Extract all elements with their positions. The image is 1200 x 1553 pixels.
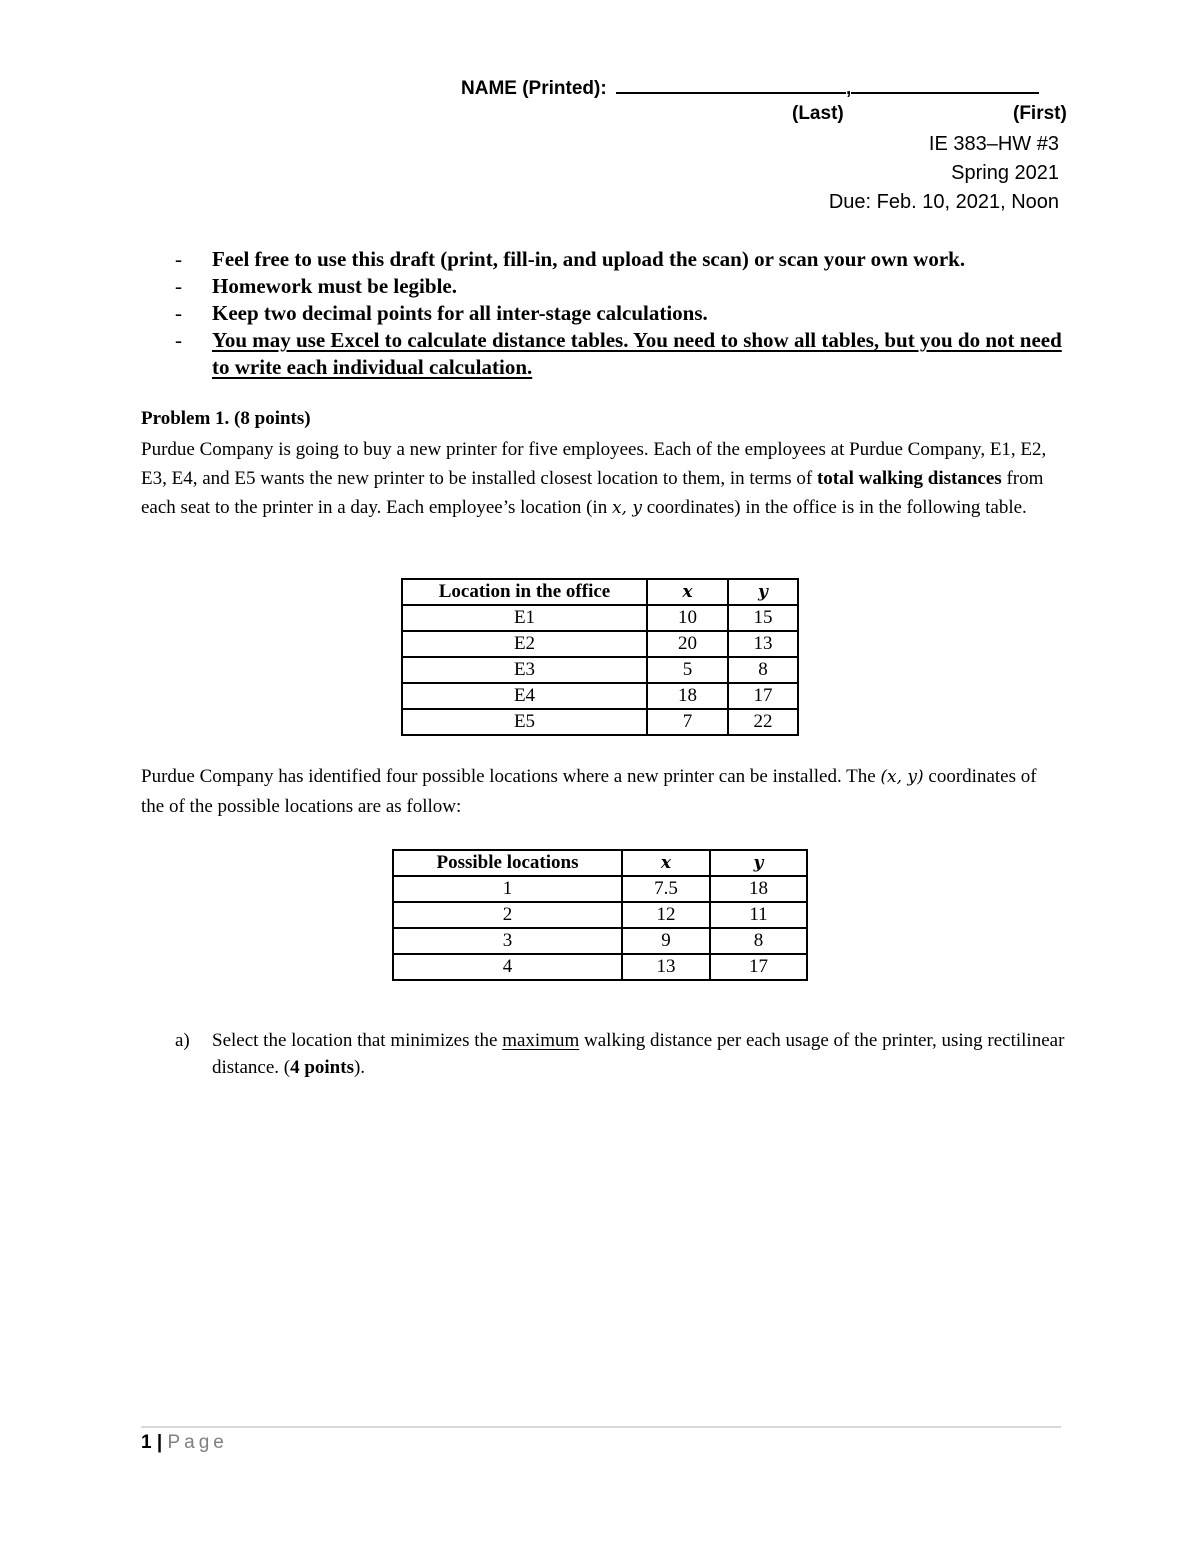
first-name-blank[interactable] xyxy=(851,74,1039,94)
question-text-3: ). xyxy=(353,1057,366,1078)
table-cell: 18 xyxy=(710,876,807,902)
table-cell: 17 xyxy=(728,683,798,709)
instruction-text: Feel free to use this draft (print, fill-in, and upload the scan) or scan your own work. xyxy=(212,247,966,271)
instruction-item xyxy=(175,246,1075,273)
employee-location-table xyxy=(401,578,799,736)
problem-paragraph-1 xyxy=(141,435,1061,523)
para2-text-a: Purdue Company has identified four possible locations where a new printer can be installed. The xyxy=(141,766,881,787)
instruction-item xyxy=(175,327,1075,381)
table-cell: 9 xyxy=(622,928,710,954)
column-header: y xyxy=(728,579,798,605)
table-cell: 22 xyxy=(728,709,798,735)
table-row xyxy=(393,902,807,928)
term: Spring 2021 xyxy=(951,162,1059,184)
table-cell: 8 xyxy=(710,928,807,954)
para2-math: (x, y) xyxy=(880,767,924,787)
column-header: x xyxy=(647,579,728,605)
footer-separator: | xyxy=(156,1432,163,1453)
question-label: a) xyxy=(175,1030,190,1051)
problem-title: Problem 1. (8 points) xyxy=(141,408,311,429)
page-footer xyxy=(141,1432,228,1454)
table-row xyxy=(402,657,798,683)
instruction-item xyxy=(175,300,1075,327)
table-cell: 13 xyxy=(728,631,798,657)
table-row xyxy=(393,876,807,902)
table-cell: E3 xyxy=(402,657,647,683)
table-cell: 1 xyxy=(393,876,622,902)
instruction-item xyxy=(175,273,1075,300)
bullet-dash: - xyxy=(175,328,182,352)
para2-text-b: coordinates of the of the possible locations are as follow: xyxy=(141,766,1037,817)
para1-text-c: coordinates) in the office is in the following table. xyxy=(641,497,1027,518)
table-cell: 3 xyxy=(393,928,622,954)
question-underlined: maximum xyxy=(502,1030,580,1051)
question-text-1: Select the location that minimizes the xyxy=(212,1030,503,1051)
para1-math: x, y xyxy=(611,498,642,518)
page-word: Page xyxy=(167,1432,228,1453)
table-header-row xyxy=(402,579,798,605)
table-header-row xyxy=(393,850,807,876)
first-label: (First) xyxy=(1013,103,1067,124)
table-cell: 20 xyxy=(647,631,728,657)
question-points: 4 points xyxy=(290,1057,354,1078)
table-cell: 4 xyxy=(393,954,622,980)
bullet-dash: - xyxy=(175,274,182,298)
table-row xyxy=(402,709,798,735)
table-row xyxy=(402,683,798,709)
instruction-text: Homework must be legible. xyxy=(212,274,457,298)
table-row xyxy=(393,954,807,980)
column-header: x xyxy=(622,850,710,876)
column-header: Possible locations xyxy=(393,850,622,876)
table-cell: 2 xyxy=(393,902,622,928)
instruction-list xyxy=(175,246,1075,381)
table-row xyxy=(402,631,798,657)
course-info xyxy=(829,130,1059,217)
table-cell: E1 xyxy=(402,605,647,631)
table-cell: 8 xyxy=(728,657,798,683)
table-cell: 15 xyxy=(728,605,798,631)
table-row xyxy=(402,605,798,631)
table-cell: 13 xyxy=(622,954,710,980)
footer-divider xyxy=(141,1426,1061,1428)
last-name-blank[interactable] xyxy=(616,74,846,94)
bullet-dash: - xyxy=(175,247,182,271)
column-header: Location in the office xyxy=(402,579,647,605)
para1-bold: total walking distances xyxy=(816,468,1002,489)
para1-text-a: Purdue Company is going to buy a new printer for five employees. Each of the employees at Purdue Company, E1, E2, E3, E4, and E5 wants the new printer to be installed closest location to them, in terms of xyxy=(141,439,1047,489)
table-cell: E5 xyxy=(402,709,647,735)
table-cell: 12 xyxy=(622,902,710,928)
question-text-2: walking distance per each usage of the printer, using rectilinear distance. ( xyxy=(212,1030,1065,1078)
table-cell: 7 xyxy=(647,709,728,735)
column-header: y xyxy=(710,850,807,876)
name-comma: , xyxy=(845,78,852,99)
bullet-dash: - xyxy=(175,301,182,325)
table-cell: 10 xyxy=(647,605,728,631)
instruction-text: Keep two decimal points for all inter-stage calculations. xyxy=(212,301,708,325)
table-cell: E2 xyxy=(402,631,647,657)
table-cell: 7.5 xyxy=(622,876,710,902)
name-line xyxy=(461,74,1039,100)
page-number: 1 xyxy=(141,1432,152,1453)
course-title: IE 383–HW #3 xyxy=(928,133,1059,155)
table-cell: 18 xyxy=(647,683,728,709)
possible-locations-table xyxy=(392,849,808,981)
last-label: (Last) xyxy=(792,103,844,124)
table-cell: E4 xyxy=(402,683,647,709)
instruction-text: You may use Excel to calculate distance tables. You need to show all tables, but you do not need to write each individual calculation. xyxy=(212,328,1062,379)
table-cell: 5 xyxy=(647,657,728,683)
table-cell: 17 xyxy=(710,954,807,980)
name-label: NAME (Printed): xyxy=(461,78,607,99)
question-a xyxy=(175,1027,1065,1081)
problem-paragraph-2 xyxy=(141,762,1061,821)
para1-text-b: from each seat to the printer in a day. Each employee’s location (in xyxy=(141,468,1044,518)
due-date: Due: Feb. 10, 2021, Noon xyxy=(828,191,1059,213)
table-cell: 11 xyxy=(710,902,807,928)
table-row xyxy=(393,928,807,954)
